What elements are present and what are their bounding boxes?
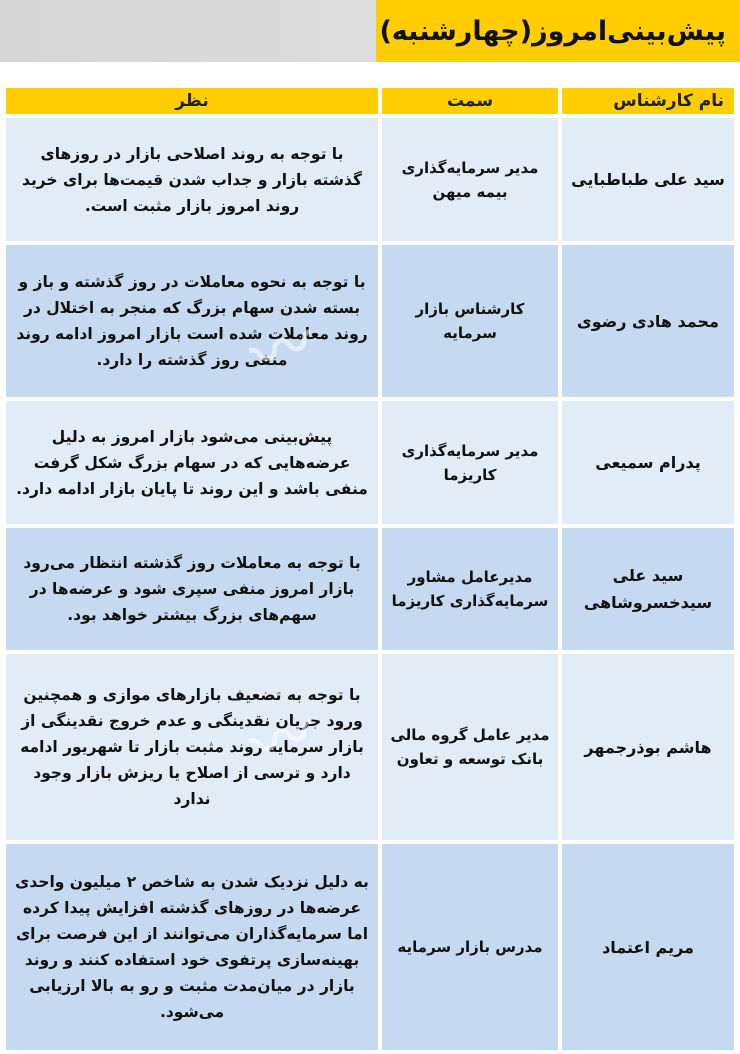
title-box (376, 0, 740, 62)
table-row (6, 528, 734, 650)
table-row (6, 844, 734, 1050)
expert-name: هاشم بوذرجمهر (562, 654, 734, 840)
expert-role: مدرس بازار سرمایه (382, 844, 558, 1050)
expert-name: مریم اعتماد (562, 844, 734, 1050)
forecast-table (2, 84, 738, 1054)
expert-opinion: با توجه به نحوه معاملات در روز گذشته و باز و بسته شدن سهام بزرگ که منجر به اختلال در روند معاملات شده است بازار امروز ادامه روند منفی روز گذشته را دارد. (6, 245, 378, 397)
table-header-row (6, 88, 734, 114)
table-row (6, 654, 734, 840)
watermark-logo: 〰 (241, 304, 324, 394)
expert-role: مدیر عامل گروه مالی بانک توسعه و تعاون (382, 654, 558, 840)
expert-opinion: با توجه به روند اصلاحی بازار در روزهای گذشته بازار و جداب شدن قیمت‌ها برای خرید روند امروز بازار مثبت است. (6, 118, 378, 241)
header-opinion: نظر (6, 88, 378, 114)
expert-role: مدیرعامل مشاور سرمایه‌گذاری کاریزما (382, 528, 558, 650)
page-title: پیش‌بینی‌امروز(چهارشنبه) (379, 15, 726, 47)
header-role: سمت (382, 88, 558, 114)
expert-role: مدیر سرمایه‌گذاری بیمه میهن (382, 118, 558, 241)
table-row (6, 401, 734, 524)
watermark-logo: 〰 (241, 694, 324, 784)
expert-name: پدرام سمیعی (562, 401, 734, 524)
expert-opinion: با توجه به تضعیف بازارهای موازی و همچنین ورود جریان نقدینگی و عدم خروج نقدینگی از بازار سرمایه روند مثبت بازار تا شهریور ادامه دارد و ترسی از اصلاح یا ریزش بازار وجود ندارد (6, 654, 378, 840)
expert-opinion: به دلیل نزدیک شدن به شاخص ۲ میلیون واحدی عرضه‌ها در روزهای گذشته افزایش پیدا کرده اما سرمایه‌گذاران می‌توانند از این فرصت برای بهینه‌سازی پرتفوی خود استفاده کنند و روند بازار در میان‌مدت مثبت و رو به بالا ارزیابی می‌شود. (6, 844, 378, 1050)
expert-role: مدیر سرمایه‌گذاری کاریزما (382, 401, 558, 524)
expert-opinion: پیش‌بینی می‌شود بازار امروز به دلیل عرضه‌هایی که در سهام بزرگ شکل گرفت منفی باشد و این روند تا پایان بازار ادامه دارد. (6, 401, 378, 524)
expert-role: کارشناس بازار سرمایه (382, 245, 558, 397)
table-row (6, 118, 734, 241)
expert-name: سید علی طباطبایی (562, 118, 734, 241)
table-row (6, 245, 734, 397)
expert-name: سید علی سیدخسروشاهی (562, 528, 734, 650)
header-name: نام کارشناس (562, 88, 734, 114)
expert-name: محمد هادی رضوی (562, 245, 734, 397)
expert-opinion: با توجه به معاملات روز گذشته انتظار می‌رود بازار امروز منفی سپری شود و عرضه‌ها در سهم‌های بزرگ بیشتر خواهد بود. (6, 528, 378, 650)
